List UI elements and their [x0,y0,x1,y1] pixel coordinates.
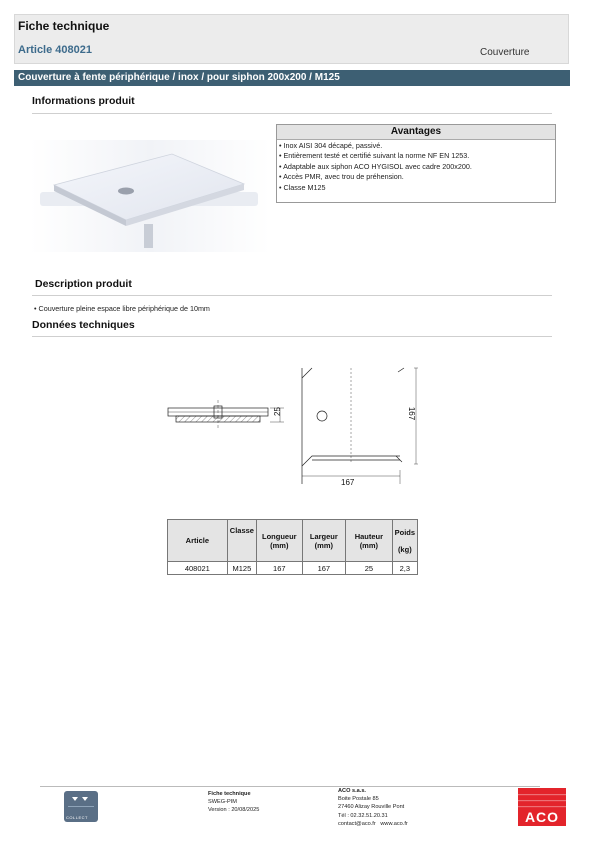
category-label: Couverture [480,47,530,58]
advantage-item: • Entièrement testé et certifié suivant la norme NF EN 1253. [279,151,470,161]
col-header-poids: Poids (kg) [392,520,417,562]
footer-divider [40,786,540,787]
section-divider [32,113,552,114]
col-header-hauteur: Hauteur (mm) [346,520,393,562]
dimension-length: 167 [341,478,355,487]
section-divider [32,336,552,337]
cell-classe: M125 [227,562,256,575]
cell-hauteur: 25 [346,562,393,575]
cell-poids: 2,3 [392,562,417,575]
dimension-height: 25 [272,407,282,416]
advantages-title: Avantages [277,125,555,140]
section-title-description: Description produit [35,278,132,290]
advantage-item: • Adaptable aux siphon ACO HYGISOL avec cadre 200x200. [279,161,472,171]
collect-logo-text: COLLECT [66,815,88,820]
product-banner-title: Couverture à fente périphérique / inox / pour siphon 200x200 / M125 [18,72,340,83]
description-item: • Couverture pleine espace libre périphérique de 10mm [34,304,210,313]
table-row [168,562,418,575]
col-header-article: Article [168,520,228,562]
advantages-list [279,141,472,193]
advantage-item: • Accès PMR, avec trou de préhension. [279,172,404,182]
product-image [30,140,270,252]
aco-logo-text: ACO [524,809,560,825]
col-header-classe: Classe [227,520,256,562]
advantage-item: • Classe M125 [279,182,326,192]
tech-data-table [167,519,418,575]
col-header-longueur: Longueur (mm) [257,520,303,562]
article-number: Article 408021 [18,44,92,56]
section-title-tech-data: Données techniques [32,319,135,331]
section-title-product-info: Informations produit [32,95,135,107]
website-link[interactable]: www.aco.fr [380,820,408,827]
col-header-largeur: Largeur (mm) [302,520,346,562]
cell-longueur: 167 [257,562,303,575]
cell-article: 408021 [168,562,228,575]
table-header-row [168,520,418,562]
advantage-item: • Inox AISI 304 décapé, passivé. [279,141,383,150]
contact-email[interactable]: contact@aco.fr [338,820,376,827]
doc-title: Fiche technique [18,19,110,33]
technical-drawing [150,360,430,490]
footer-address: ACO s.a.s. Boite Postale 85 27460 Alizay Rouville Pont Tél : 02.32.51.20.31 contact@aco.fr www.aco.fr [338,788,408,827]
section-divider [32,295,552,296]
dimension-width: 167 [407,406,417,421]
cell-largeur: 167 [302,562,346,575]
footer-doc-info: Fiche technique SWEG-PIM Version : 20/08/2025 [208,791,260,814]
